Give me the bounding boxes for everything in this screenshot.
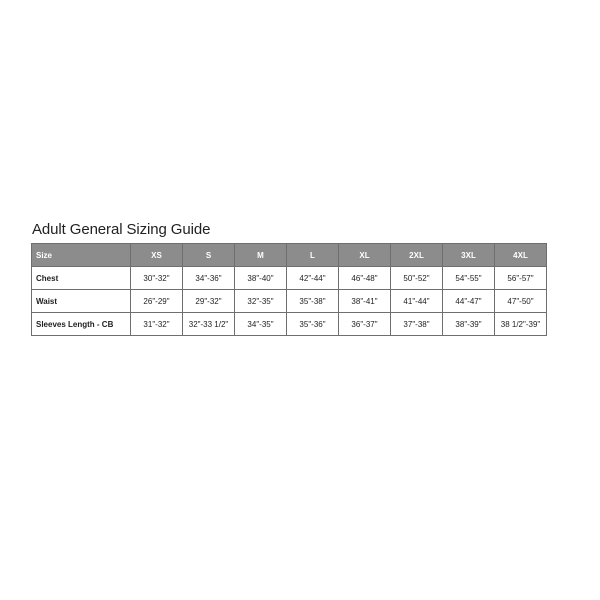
table-cell: 37"-38"	[391, 313, 443, 336]
table-cell: 34"-36"	[183, 267, 235, 290]
table-header-row	[32, 244, 547, 267]
row-label-waist: Waist	[32, 290, 131, 313]
table-cell: 56"-57"	[495, 267, 547, 290]
table-cell: 32"-35"	[235, 290, 287, 313]
column-header-s: S	[183, 244, 235, 267]
table-cell: 35"-36"	[287, 313, 339, 336]
table-cell: 38"-41"	[339, 290, 391, 313]
table-cell: 38"-39"	[443, 313, 495, 336]
column-header-l: L	[287, 244, 339, 267]
table-cell: 35"-38"	[287, 290, 339, 313]
table-row-sleeves	[32, 313, 547, 336]
column-header-3xl: 3XL	[443, 244, 495, 267]
table-cell: 31"-32"	[131, 313, 183, 336]
column-header-2xl: 2XL	[391, 244, 443, 267]
table-cell: 32"-33 1/2"	[183, 313, 235, 336]
table-cell: 29"-32"	[183, 290, 235, 313]
page-title: Adult General Sizing Guide	[32, 221, 211, 238]
table-row-chest	[32, 267, 547, 290]
table-row-waist	[32, 290, 547, 313]
column-header-m: M	[235, 244, 287, 267]
table-cell: 38 1/2"-39"	[495, 313, 547, 336]
table-cell: 46"-48"	[339, 267, 391, 290]
table-cell: 41"-44"	[391, 290, 443, 313]
sizing-table	[31, 243, 547, 336]
column-header-xl: XL	[339, 244, 391, 267]
table-cell: 38"-40"	[235, 267, 287, 290]
table-cell: 44"-47"	[443, 290, 495, 313]
table-cell: 26"-29"	[131, 290, 183, 313]
column-header-4xl: 4XL	[495, 244, 547, 267]
column-header-size: Size	[32, 244, 131, 267]
table-cell: 42"-44"	[287, 267, 339, 290]
table-cell: 36"-37"	[339, 313, 391, 336]
row-label-chest: Chest	[32, 267, 131, 290]
table-cell: 47"-50"	[495, 290, 547, 313]
row-label-sleeves: Sleeves Length - CB	[32, 313, 131, 336]
table-cell: 50"-52"	[391, 267, 443, 290]
column-header-xs: XS	[131, 244, 183, 267]
table-cell: 54"-55"	[443, 267, 495, 290]
table-cell: 30"-32"	[131, 267, 183, 290]
table-cell: 34"-35"	[235, 313, 287, 336]
